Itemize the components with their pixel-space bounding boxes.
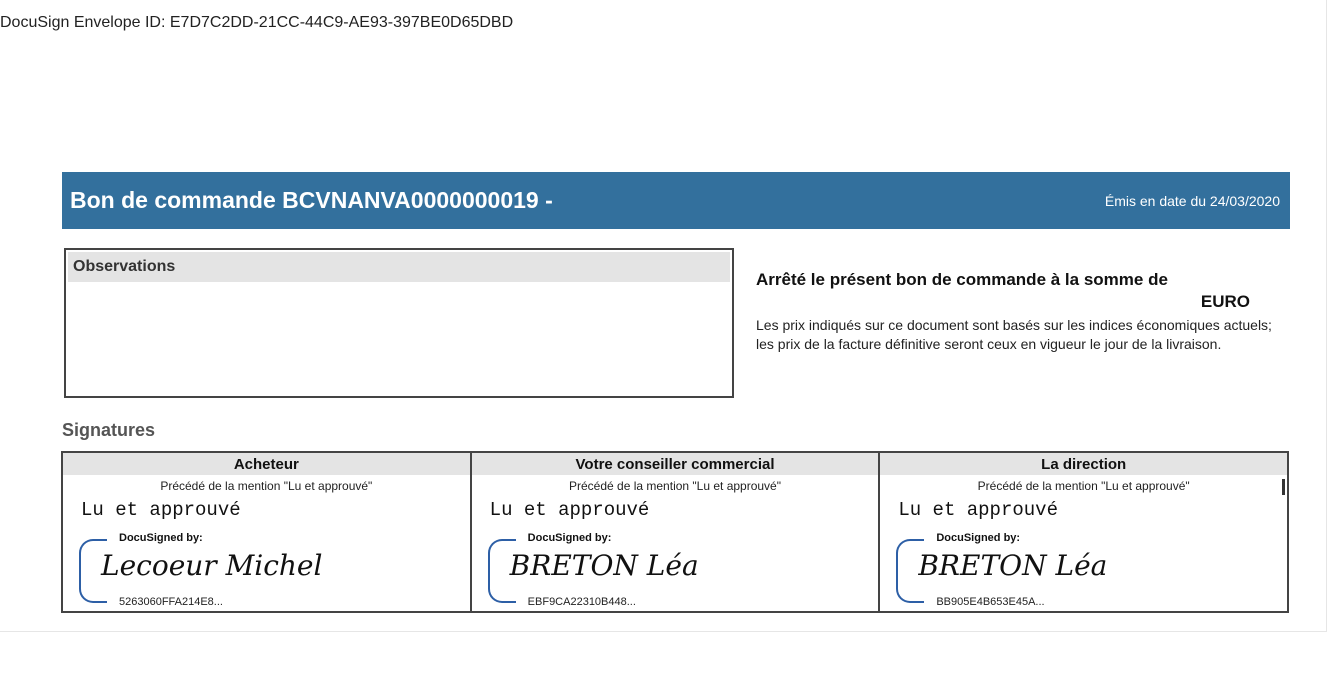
amount-currency: EURO xyxy=(1200,292,1250,311)
column-mention: Précédé de la mention "Lu et approuvé" xyxy=(160,479,373,493)
docusigned-label: DocuSigned by: xyxy=(936,532,1021,544)
order-title: Bon de commande BCVNANVA0000000019 - xyxy=(70,187,553,213)
order-header xyxy=(62,172,1290,229)
docusigned-label: DocuSigned by: xyxy=(527,532,612,544)
observations-box xyxy=(64,248,734,398)
amount-block xyxy=(756,270,1272,354)
signature-hash: EBF9CA22310B448... xyxy=(527,596,636,608)
signatures-heading: Signatures xyxy=(62,420,156,440)
handwritten-approval: Lu et approuvé xyxy=(81,499,241,521)
issue-date: Émis en date du 24/03/2020 xyxy=(1104,192,1280,209)
column-title: Votre conseiller commercial xyxy=(472,453,879,475)
docusign-stamp xyxy=(896,532,1146,608)
docusigned-label: DocuSigned by: xyxy=(119,532,203,544)
scrollbar-mark[interactable] xyxy=(1282,479,1285,495)
signature-hash: 5263060FFA214E8... xyxy=(119,596,223,608)
column-title: Acheteur xyxy=(63,453,470,475)
signatures-table xyxy=(61,451,1289,613)
observations-title: Observations xyxy=(68,252,730,282)
docusign-stamp xyxy=(79,532,329,608)
signature: BRETON Léa xyxy=(509,549,699,582)
signature-column-direction xyxy=(880,453,1287,611)
signature-hash: BB905E4B653E45A... xyxy=(936,596,1045,608)
handwritten-approval: Lu et approuvé xyxy=(898,499,1058,521)
signature-column-buyer xyxy=(63,453,472,611)
docusign-stamp xyxy=(488,532,738,608)
amount-note: Les prix indiqués sur ce document sont basés sur les indices économiques actuels; les prix de la facture définitive seront ceux en vigueur le jour de la livraison. xyxy=(756,317,1272,352)
signature: Lecoeur Michel xyxy=(101,549,323,582)
amount-title: Arrêté le présent bon de commande à la somme de xyxy=(756,270,1168,289)
column-title: La direction xyxy=(880,453,1287,475)
column-mention: Précédé de la mention "Lu et approuvé" xyxy=(569,479,781,493)
signature: BRETON Léa xyxy=(918,549,1108,582)
column-mention: Précédé de la mention "Lu et approuvé" xyxy=(977,479,1190,493)
handwritten-approval: Lu et approuvé xyxy=(489,499,650,521)
signature-column-advisor xyxy=(472,453,881,611)
envelope-id: DocuSign Envelope ID: E7D7C2DD-21CC-44C9-AE93-397BE0D65DBD xyxy=(0,14,514,31)
